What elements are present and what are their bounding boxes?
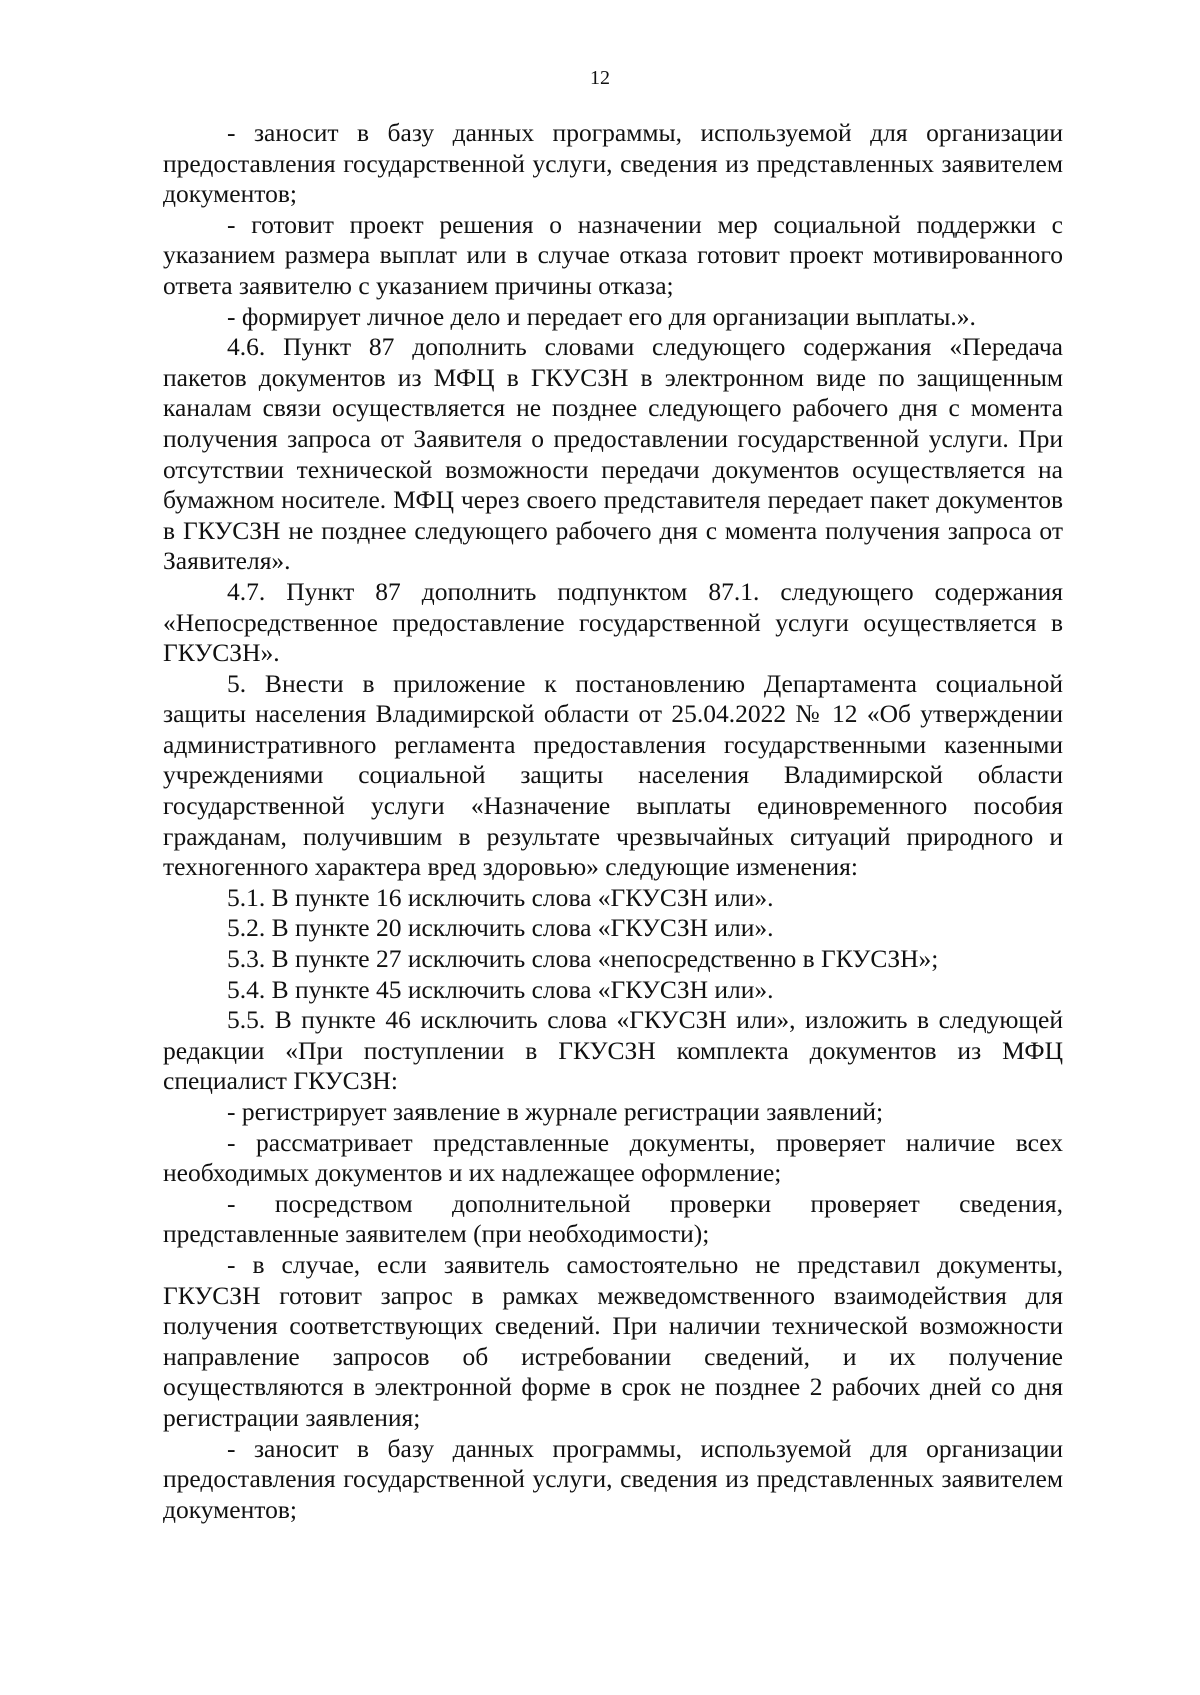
paragraph-register-application: - регистрирует заявление в журнале регистрации заявлений;: [227, 1097, 884, 1126]
paragraph-5-2: 5.2. В пункте 20 исключить слова «ГКУСЗН или».: [227, 913, 774, 943]
paragraph-4-6: 4.6. Пункт 87 дополнить словами следующего содержания «Передача пакетов документов из МФЦ в ГКУСЗН в электронном виде по защищенным каналам связи осуществляется не позднее следующего рабочего дня с момента получения запроса от Заявителя о предоставлении государственной услуги. При отсутствии технической возможности передачи документов осуществляется на бумажном носителе. МФЦ через своего представителя передает пакет документов в ГКУСЗН не позднее следующего рабочего дня с момента получения запроса от Заявителя».: [163, 332, 1063, 576]
paragraph-5-5: 5.5. В пункте 46 исключить слова «ГКУСЗН или», изложить в следующей редакции «При поступлении в ГКУСЗН комплекта документов из МФЦ специалист ГКУСЗН:: [163, 1005, 1063, 1096]
paragraph-5-1: 5.1. В пункте 16 исключить слова «ГКУСЗН или».: [227, 882, 774, 912]
paragraph-5: 5. Внести в приложение к постановлению Департамента социальной защиты населения Владимирской области от 25.04.2022 № 12 «Об утверждении административного регламента предоставления государственными казенными учреждениями социальной защиты населения Владимирской области государственной услуги «Назначение выплаты единовременного пособия гражданам, получившим в результате чрезвычайных ситуаций природного и техногенного характера вред здоровью» следующие изменения:: [163, 668, 1063, 882]
paragraph-interagency-request: - в случае, если заявитель самостоятельно не представил документы, ГКУСЗН готовит запрос в рамках межведомственного взаимодействия для получения соответствующих сведений. При наличии технической возможности направление запросов об истребовании сведений, и их получение осуществляются в электронной форме в срок не позднее 2 рабочих дней со дня регистрации заявления;: [163, 1249, 1063, 1432]
paragraph-review-documents: - рассматривает представленные документы, проверяет наличие всех необходимых документов и их надлежащее оформление;: [163, 1127, 1063, 1188]
paragraph-personal-file: - формирует личное дело и передает его для организации выплаты.».: [227, 301, 976, 331]
paragraph-5-3: 5.3. В пункте 27 исключить слова «непосредственно в ГКУСЗН»;: [227, 944, 939, 974]
paragraph-prepare-decision: - готовит проект решения о назначении мер социальной поддержки с указанием размера выплат или в случае отказа готовит проект мотивированного ответа заявителю с указанием причины отказа;: [163, 209, 1063, 300]
paragraph-enter-data-repeat: - заносит в базу данных программы, используемой для организации предоставления государственной услуги, сведения из представленных заявителем документов;: [163, 1433, 1063, 1524]
paragraph-4-7: 4.7. Пункт 87 дополнить подпунктом 87.1. следующего содержания «Непосредственное предоставление государственной услуги осуществляется в ГКУСЗН».: [163, 576, 1063, 668]
page-number: 12: [590, 67, 610, 89]
paragraph-enter-data: - заносит в базу данных программы, используемой для организации предоставления государственной услуги, сведения из представленных заявителем документов;: [163, 118, 1063, 209]
paragraph-5-4: 5.4. В пункте 45 исключить слова «ГКУСЗН или».: [227, 974, 774, 1004]
document-body: [163, 118, 1063, 1525]
paragraph-additional-check: - посредством дополнительной проверки проверяет сведения, представленные заявителем (при необходимости);: [163, 1188, 1063, 1249]
